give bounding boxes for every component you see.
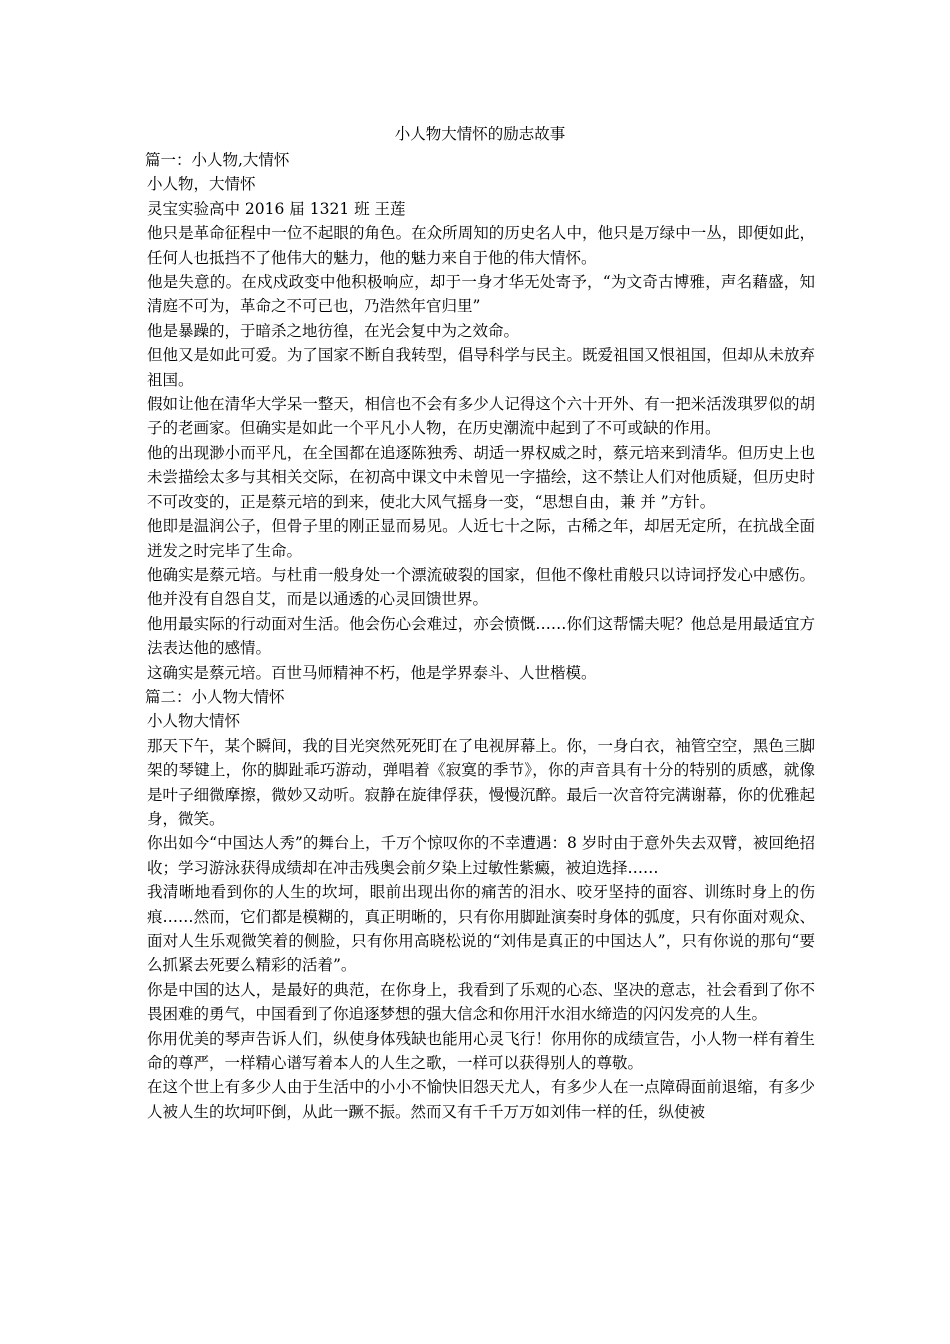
paragraph: 在这个世上有多少人由于生活中的小小不愉快旧怨天尤人，有多少人在一点障碍面前退缩，有多少人被人生的坎坷吓倒，从此一蹶不振。然而又有千千万万如刘伟一样的任，纵使被 xyxy=(147,1078,815,1121)
paragraph: 我清晰地看到你的人生的坎坷，眼前出现出你的痛苦的泪水、咬牙坚持的面容、训练时身上的伤痕……然而，它们都是模糊的，真正明晰的，只有你用脚趾演奏时身体的弧度，只有你面对观众、面对人生乐观微笑着的侧脸，只有你用高晓松说的“刘伟是真正的中国达人”，只有你说的那句“要么抓紧去死要么精彩的活着”。 xyxy=(147,883,815,975)
paragraph: 你出如今“中国达人秀”的舞台上，千万个惊叹你的不幸遭遇：8 岁时由于意外失去双臂，被回绝招收；学习游泳获得成绩却在冲击残奥会前夕染上过敏性紫癜，被迫选择…… xyxy=(147,834,815,877)
paragraph: 他只是革命征程中一位不起眼的角色。在众所周知的历史名人中，他只是万绿中一丛，即便如此，任何人也抵挡不了他伟大的魅力，他的魅力来自于他的伟大情怀。 xyxy=(147,224,815,267)
paragraph-author: 灵宝实验高中 2016 届 1321 班 王莲 xyxy=(147,199,406,218)
section-heading-1: 篇一：小人物,大情怀 xyxy=(145,151,290,169)
paragraph: 他的出现渺小而平凡，在全国都在追逐陈独秀、胡适一界权威之时，蔡元培来到清华。但历史上也未尝描绘太多与其相关交际，在初高中课文中未曾见一字描绘，这不禁让人们对他质疑，但历史时不可改变的，正是蔡元培的到来，使北大风气摇身一变，“思想自由，兼 并 ”方针。 xyxy=(147,443,815,511)
paragraph: 那天下午，某个瞬间，我的目光突然死死盯在了电视屏幕上。你，一身白衣，袖管空空，黑色三脚架的琴键上，你的脚趾乖巧游动，弹唱着《寂寞的季节》，你的声音具有十分的特别的质感，就像是叶子细微摩擦，微妙又动听。寂静在旋律俘获，慢慢沉醉。最后一次音符完满谢幕，你的优雅起身，微笑。 xyxy=(147,736,815,828)
paragraph: 你是中国的达人，是最好的典范，在你身上，我看到了乐观的心态、坚决的意志，社会看到了你不畏困难的勇气，中国看到了你追逐梦想的强大信念和你用汗水泪水缔造的闪闪发亮的人生。 xyxy=(147,980,815,1024)
paragraph: 他用最实际的行动面对生活。他会伤心会难过，亦会愤慨……你们这帮懦夫呢？他总是用最适宜方法表达他的感情。 xyxy=(147,614,815,658)
document-page xyxy=(145,122,815,1124)
paragraph: 他即是温润公子，但骨子里的刚正显而易见。人近七十之际，古稀之年，却居无定所，在抗战全面迸发之时完毕了生命。 xyxy=(147,517,815,560)
paragraph: 他确实是蔡元培。与杜甫一般身处一个漂流破裂的国家，但他不像杜甫般只以诗词抒发心中感伤。他并没有自怨自艾，而是以通透的心灵回馈世界。 xyxy=(147,565,815,609)
document-title: 小人物大情怀的励志故事 xyxy=(394,125,566,143)
paragraph: 他是失意的。在戍戍政变中他积极响应，却于一身才华无处寄予，“为文奇古博雅，声名藉盛，知清庭不可为，革命之不可已也，乃浩然年官归里” xyxy=(147,273,815,316)
paragraph-subtitle-1: 小人物，大情怀 xyxy=(147,175,256,194)
paragraph: 这确实是蔡元培。百世马师精神不朽，他是学界泰斗、人世楷模。 xyxy=(147,663,597,682)
paragraph: 假如让他在清华大学呆一整天，相信也不会有多少人记得这个六十开外、有一把米活泼琪罗似的胡子的老画家。但确实是如此一个平凡小人物，在历史潮流中起到了不可或缺的作用。 xyxy=(147,395,815,438)
paragraph: 他是暴躁的，于暗杀之地彷徨，在光会复中为之效命。 xyxy=(147,321,520,340)
section-heading-2: 篇二：小人物大情怀 xyxy=(145,687,285,706)
paragraph: 你用优美的琴声告诉人们，纵使身体残缺也能用心灵飞行！你用你的成绩宣告，小人物一样有着生命的尊严，一样精心谱写着本人的人生之歌，一样可以获得别人的尊敬。 xyxy=(147,1029,815,1073)
paragraph-subtitle-2: 小人物大情怀 xyxy=(147,712,241,731)
paragraph: 但他又是如此可爱。为了国家不断自我转型，倡导科学与民主。既爱祖国又恨祖国，但却从未放弃祖国。 xyxy=(147,346,815,389)
